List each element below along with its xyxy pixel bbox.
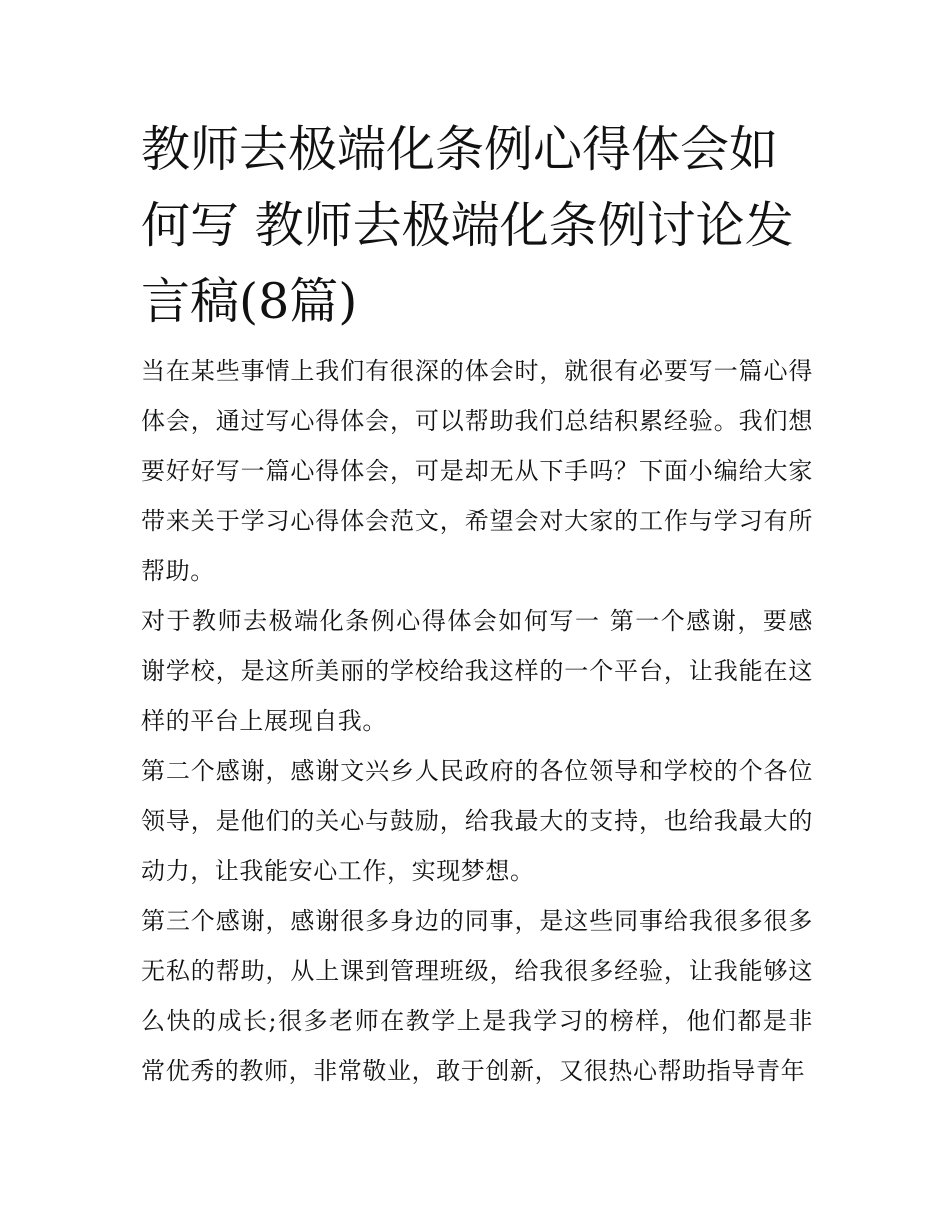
paragraph-second-thanks: 第二个感谢，感谢文兴乡人民政府的各位领导和学校的个各位领导，是他们的关心与鼓励，给我最大的支持，也给我最大的动力，让我能安心工作，实现梦想。 (141, 757, 813, 885)
paragraph-first-thanks: 对于教师去极端化条例心得体会如何写一 第一个感谢，要感谢学校，是这所美丽的学校给我这样的一个平台，让我能在这样的平台上展现自我。 (141, 607, 813, 735)
intro-paragraph: 当在某些事情上我们有很深的体会时，就很有必要写一篇心得体会，通过写心得体会，可以帮助我们总结积累经验。我们想要好好写一篇心得体会，可是却无从下手吗？下面小编给大家带来关于学习心得体会范文，希望会对大家的工作与学习有所帮助。 (141, 357, 813, 585)
document-content (141, 112, 813, 1096)
document-title-part-1: 教师去极端化条例心得体会如何写 (141, 121, 779, 254)
document-title (141, 112, 813, 340)
paragraph-third-thanks: 第三个感谢，感谢很多身边的同事，是这些同事给我很多很多无私的帮助，从上课到管理班级，给我很多经验，让我能够这么快的成长;很多老师在教学上是我学习的榜样，他们都是非常优秀的教师，非常敬业，敢于创新，又很热心帮助指导青年 (141, 907, 813, 1085)
document-title-part-2: 教师去极端化条例讨论发言稿(8篇) (141, 197, 794, 330)
